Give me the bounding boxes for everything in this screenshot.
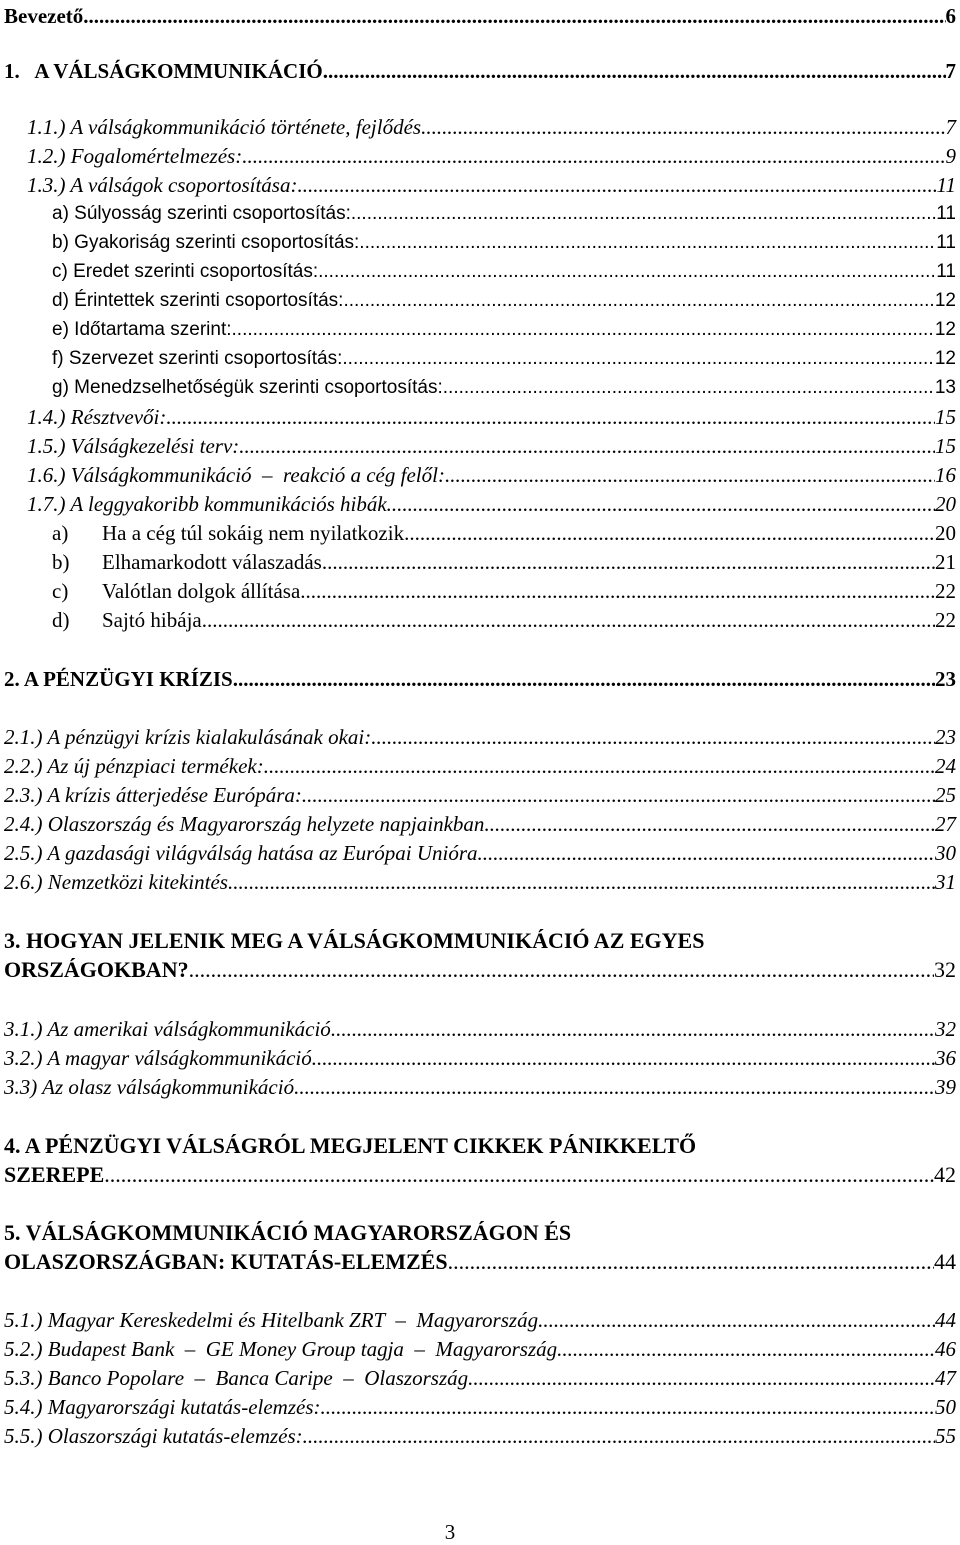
dot-leader <box>228 869 935 895</box>
toc-entry[interactable] <box>4 1162 956 1188</box>
toc-entry[interactable] <box>4 957 956 983</box>
toc-entry-page: 36 <box>935 1046 956 1070</box>
toc-entry-title: 5.2.) Budapest Bank – GE Money Group tagja – Magyarország <box>4 1337 558 1361</box>
dot-leader <box>303 1423 935 1449</box>
dot-leader <box>104 1162 934 1188</box>
toc-entry-title: 2.1.) A pénzügyi krízis kialakulásának okai: <box>4 725 372 749</box>
dot-leader <box>404 520 935 546</box>
dot-leader <box>538 1307 935 1333</box>
toc-entry[interactable] <box>4 3 956 29</box>
toc-entry-title: Elhamarkodott válaszadás <box>102 550 322 574</box>
toc-entry[interactable] <box>4 666 956 692</box>
toc-entry-title: Ha a cég túl sokáig nem nyilatkozik <box>102 521 405 545</box>
toc-entry-page: 44 <box>935 1308 956 1332</box>
toc-entry-title: 1.5.) Válságkezelési terv: <box>27 434 240 458</box>
toc-entry-title: 2.4.) Olaszország és Magyarország helyzete napjainkban <box>4 812 485 836</box>
dot-leader <box>242 143 945 169</box>
toc-entry-title: c) Eredet szerinti csoportosítás: <box>52 261 319 282</box>
toc-entry[interactable] <box>4 1423 956 1449</box>
toc-entry-title: 1.4.) Résztvevői: <box>27 405 167 429</box>
toc-entry-title: 1.1.) A válságkommunikáció története, fejlődés <box>27 115 422 139</box>
dot-leader <box>448 1249 934 1275</box>
toc-entry[interactable] <box>52 288 956 314</box>
toc-entry-page: 11 <box>936 261 956 282</box>
toc-entry-title: 2.3.) A krízis átterjedése Európára: <box>4 783 302 807</box>
toc-entry-title: b) Gyakoriság szerinti csoportosítás: <box>52 232 360 253</box>
toc-entry[interactable] <box>4 1394 956 1420</box>
dot-leader <box>445 462 935 488</box>
toc-entry-page: 44 <box>934 1249 956 1274</box>
dot-leader <box>359 230 936 256</box>
toc-entry-page: 13 <box>934 377 956 398</box>
dot-leader <box>83 3 945 29</box>
toc-heading-line: 3. HOGYAN JELENIK MEG A VÁLSÁGKOMMUNIKÁCIÓ AZ EGYES <box>4 928 705 953</box>
toc-entry[interactable] <box>4 1074 956 1100</box>
toc-entry-title: 3.2.) A magyar válságkommunikáció <box>4 1046 312 1070</box>
list-marker: d) <box>52 608 70 632</box>
toc-entry-page: 23 <box>935 667 956 691</box>
toc-entry[interactable] <box>52 520 956 546</box>
toc-entry-title: 3.3) Az olasz válságkommunikáció <box>4 1075 295 1099</box>
dot-leader <box>318 259 936 285</box>
toc-entry-title: 5.4.) Magyarországi kutatás-elemzés: <box>4 1395 321 1419</box>
dot-leader <box>264 753 935 779</box>
dot-leader <box>478 840 936 866</box>
toc-entry-page: 11 <box>936 173 956 197</box>
dot-leader <box>294 1074 935 1100</box>
toc-entry-page: 12 <box>934 319 956 340</box>
toc-entry[interactable] <box>52 201 956 227</box>
toc-entry[interactable] <box>4 753 956 779</box>
dot-leader <box>321 1394 935 1420</box>
toc-entry-page: 7 <box>945 59 956 83</box>
toc-entry-title: 1.2.) Fogalomértelmezés: <box>27 144 243 168</box>
toc-entry-title: 1.6.) Válságkommunikáció – reakció a cég felől: <box>27 463 445 487</box>
toc-entry-page: 30 <box>935 841 956 865</box>
toc-entry-title: 2.6.) Nemzetközi kitekintés <box>4 870 228 894</box>
toc-entry[interactable] <box>4 1365 956 1391</box>
toc-entry-title: 5.1.) Magyar Kereskedelmi és Hitelbank ZRT – Magyarország <box>4 1308 539 1332</box>
dot-leader <box>371 724 935 750</box>
toc-entry-page: 24 <box>935 754 956 778</box>
toc-entry-page: 32 <box>935 1017 956 1041</box>
toc-entry[interactable] <box>27 462 956 488</box>
toc-entry-title: Valótlan dolgok állítása <box>102 579 301 603</box>
toc-entry-title: 1.7.) A leggyakoribb kommunikációs hibák <box>27 492 387 516</box>
toc-entry-page: 50 <box>935 1395 956 1419</box>
dot-leader <box>421 114 945 140</box>
toc-entry[interactable] <box>52 578 956 604</box>
dot-leader <box>233 666 935 692</box>
toc-entry[interactable] <box>4 1016 956 1042</box>
dot-leader <box>232 317 935 343</box>
toc-entry-page: 15 <box>935 405 956 429</box>
toc-entry[interactable] <box>52 317 956 343</box>
toc-entry[interactable] <box>27 491 956 517</box>
toc-entry-title: 5.3.) Banco Popolare – Banca Caripe – Olaszország <box>4 1366 469 1390</box>
toc-entry[interactable] <box>4 782 956 808</box>
toc-entry-title: g) Menedzselhetőségük szerinti csoportosítás: <box>52 377 443 398</box>
toc-entry-title: SZEREPE <box>4 1162 105 1187</box>
toc-entry-title: f) Szervezet szerinti csoportosítás: <box>52 348 343 369</box>
toc-entry-page: 7 <box>945 115 956 139</box>
toc-entry-page: 16 <box>935 463 956 487</box>
dot-leader <box>484 811 935 837</box>
toc-entry-title: ORSZÁGOKBAN? <box>4 957 189 982</box>
toc-entry-page: 9 <box>945 144 956 168</box>
toc-entry-page: 11 <box>936 232 956 253</box>
toc-entry-page: 47 <box>935 1366 956 1390</box>
dot-leader <box>322 549 935 575</box>
toc-entry-title: 2.5.) A gazdasági világválság hatása az Európai Unióra <box>4 841 478 865</box>
dot-leader <box>189 957 934 983</box>
toc-entry[interactable] <box>52 346 956 372</box>
toc-entry[interactable] <box>27 114 956 140</box>
toc-entry-page: 46 <box>935 1337 956 1361</box>
toc-entry-page: 21 <box>935 550 956 574</box>
dot-leader <box>387 491 935 517</box>
toc-entry[interactable] <box>27 404 956 430</box>
dot-leader <box>239 433 935 459</box>
toc-entry-page: 25 <box>935 783 956 807</box>
toc-entry-page: 55 <box>935 1424 956 1448</box>
dot-leader <box>443 375 935 401</box>
toc-entry-title: 2.2.) Az új pénzpiaci termékek: <box>4 754 264 778</box>
toc-entry[interactable] <box>4 58 956 84</box>
toc-entry-title: e) Időtartama szerint: <box>52 319 232 340</box>
toc-entry-page: 42 <box>934 1162 956 1187</box>
toc-entry[interactable] <box>27 433 956 459</box>
toc-entry-title: a) Súlyosság szerinti csoportosítás: <box>52 203 351 224</box>
toc-entry-page: 23 <box>935 725 956 749</box>
dot-leader <box>202 607 935 633</box>
toc-entry[interactable] <box>52 230 956 256</box>
toc-entry-title: OLASZORSZÁGBAN: KUTATÁS-ELEMZÉS <box>4 1249 448 1274</box>
toc-entry-page: 22 <box>935 579 956 603</box>
toc-entry-title: 1.3.) A válságok csoportosítása: <box>27 173 298 197</box>
toc-entry[interactable] <box>52 607 956 633</box>
toc-entry-title: 2. A PÉNZÜGYI KRÍZIS <box>4 667 233 691</box>
toc-entry-title: Bevezető <box>4 4 84 28</box>
dot-leader <box>557 1336 935 1362</box>
toc-entry[interactable] <box>4 724 956 750</box>
toc-entry[interactable] <box>4 869 956 895</box>
toc-entry[interactable] <box>27 143 956 169</box>
toc-entry-page: 20 <box>935 521 956 545</box>
toc-entry-title: d) Érintettek szerinti csoportosítás: <box>52 290 344 311</box>
dot-leader <box>300 578 935 604</box>
list-marker: c) <box>52 579 69 603</box>
toc-entry-page: 31 <box>935 870 956 894</box>
dot-leader <box>312 1045 935 1071</box>
dot-leader <box>468 1365 935 1391</box>
page-number: 3 <box>444 1520 456 1544</box>
toc-entry-page: 15 <box>935 434 956 458</box>
dot-leader <box>297 172 936 198</box>
toc-entry-page: 12 <box>934 348 956 369</box>
toc-entry-page: 11 <box>936 203 956 224</box>
dot-leader <box>342 346 934 372</box>
toc-entry[interactable] <box>4 1045 956 1071</box>
toc-entry[interactable] <box>52 259 956 285</box>
dot-leader <box>331 1016 935 1042</box>
dot-leader <box>302 782 935 808</box>
toc-entry-page: 22 <box>935 608 956 632</box>
toc-entry-title: Sajtó hibája <box>102 608 202 632</box>
toc-entry-page: 32 <box>934 957 956 982</box>
toc-entry-title: 5.5.) Olaszországi kutatás-elemzés: <box>4 1424 303 1448</box>
toc-entry-title: 1. A VÁLSÁGKOMMUNIKÁCIÓ <box>4 59 323 83</box>
toc-entry-page: 20 <box>935 492 956 516</box>
toc-entry[interactable] <box>4 1336 956 1362</box>
list-marker: a) <box>52 521 69 545</box>
dot-leader <box>343 288 934 314</box>
toc-entry[interactable] <box>52 375 956 401</box>
dot-leader <box>166 404 935 430</box>
toc-entry[interactable] <box>27 172 956 198</box>
dot-leader <box>351 201 936 227</box>
list-marker: b) <box>52 550 70 574</box>
toc-entry-page: 39 <box>935 1075 956 1099</box>
toc-entry[interactable] <box>52 549 956 575</box>
toc-entry-title: 3.1.) Az amerikai válságkommunikáció <box>4 1017 331 1041</box>
toc-heading-line: 4. A PÉNZÜGYI VÁLSÁGRÓL MEGJELENT CIKKEK PÁNIKKELTŐ <box>4 1133 697 1158</box>
toc-entry[interactable] <box>4 811 956 837</box>
toc-entry[interactable] <box>4 840 956 866</box>
toc-entry-page: 6 <box>945 4 956 28</box>
toc-entry-page: 12 <box>934 290 956 311</box>
toc-entry-page: 27 <box>935 812 956 836</box>
toc-entry[interactable] <box>4 1307 956 1333</box>
toc-heading-line: 5. VÁLSÁGKOMMUNIKÁCIÓ MAGYARORSZÁGON ÉS <box>4 1220 572 1245</box>
toc-entry[interactable] <box>4 1249 956 1275</box>
dot-leader <box>323 58 946 84</box>
